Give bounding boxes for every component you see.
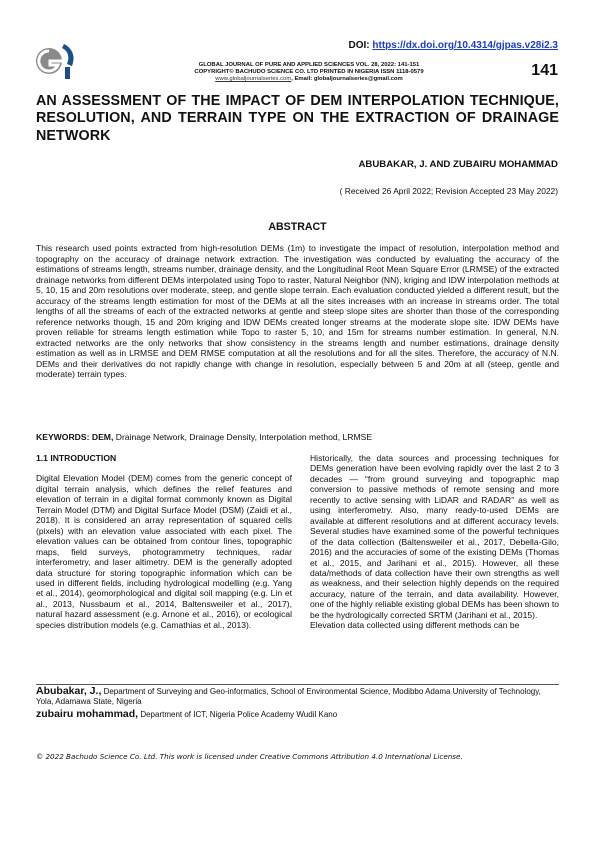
- intro-paragraph-3-start: Elevation data collected using different methods can be: [310, 620, 520, 631]
- footnote-divider: [36, 684, 559, 685]
- abstract-text: This research used points extracted from high-resolution DEMs (1m) to investigate the impact of resolution, interpolation method and topography on the accuracy of drainage network extraction. The investigation was conducted by evaluating the accuracy of the estimations of streams length, streams number, drainage density, and the Longitudinal Root Mean Square Error (LRMSE) of the extracted drainage networks from different DEMs interpolated using Topo to raster, Natural Neighbor (NN), kriging and IDW interpolation methods at 5, 10, 15 and 20m resolutions over moderate, steep, and gentle slope terrain. Each evaluation conducted yielded a different result, but the accuracy of the streams length estimation for most of the DEMs at all the sites increases with an increase in streams order. The total lengths of all the streams of each of the extracted networks at gentle and steep slope sites are shorter than those of the corresponding reference networks though, 15 and 20m kriging and IDW DEMs created longer streams at the moderate slope site. IDW DEMs have proven reliable for streams length estimation while Topo to raster 5, 10, and 15m for streams number estimation. In general, N.N. extracted networks are the only networks that show consistency in the streams length and number estimations, drainage density estimation as well as in LRMSE and DEM RMSE computation at all the resolutions and for all the sites. Therefore, the accuracy of N.N. DEMs and their derivatives do not rapidly change with change in resolution, especially between 5 and 20m at all (steep, gentle and moderate) terrain types.: [36, 243, 559, 379]
- keywords: [36, 432, 559, 442]
- journal-line-1: GLOBAL JOURNAL OF PURE AND APPLIED SCIENCES VOL. 28, 2022: 141-151: [198, 62, 420, 68]
- intro-paragraph-1: Digital Elevation Model (DEM) comes from the generic concept of digital terrain analysis, which defines the relief features and elevation of terrain in a digital format commonly known as Digital Terrain Model (DTM) and Digital Surface Model (DSM) (Zaidi et al., 2018). It is considered an array representation of squared cells (pixels) with an elevation value associated with each pixel. The elevation values can be obtained from contour lines, topographic maps, field surveys, photogrammetry techniques, radar interferometry, and laser altimetry. DEM is the generally adopted data structure for storing topographic information which can be used in different fields, including hydrological modelling (e.g. Yang et al., 2014), geomorphological and digital soil mapping (e.g. Lin et al., 2013, Nussbaum et al., 2014, Baltensweiler et al., 2017), natural hazard assessment (e.g. Arnone et al., 2016), or ecological species distribution models (e.g. Camathias et al., 2013).: [36, 473, 292, 630]
- abstract-heading: ABSTRACT: [268, 221, 327, 233]
- column-right: [310, 453, 559, 631]
- affiliation-1-text: Department of Surveying and Geo-informatics, School of Environmental Science, Modibbo Adama University of Technology, Yola, Adamawa State, Nigeria: [36, 687, 541, 706]
- journal-site-link[interactable]: www.globaljournalseries.com: [215, 75, 292, 82]
- keywords-list: Drainage Network, Drainage Density, Interpolation method, LRMSE: [113, 432, 373, 442]
- doi-link[interactable]: https://dx.doi.org/10.4314/gjpas.v28i2.3: [372, 40, 558, 51]
- journal-info: [100, 62, 518, 83]
- affiliation-1: [36, 686, 559, 707]
- journal-email: , Email: globaljournalseries@gmail.com: [291, 75, 403, 82]
- intro-paragraph-2: Historically, the data sources and processing techniques for DEMs generation have been evolving rapidly over the last 2 to 3 decades — “from ground surveying and topographic map conversion to passive methods of remote sensing and more recently to active sensing with LiDAR and RADAR” as well as using interferometry. Also, many ready-to-used DEMs are available at different resolutions and at different accuracy levels. Several studies have examined some of the powerful techniques of the data collection (Baltensweiler et al., 2017, Debella-Gilo, 2016) and the accuracies of some of the existing DEMs (Thomas et al., 2015, and Jarihani et al., 2015). However, all these data/methods of data collection have their own strengths as well as weakness, and their selection highly depends on the required accuracy, nature of the terrain, and data availability. However, one of the highly reliable existing global DEMs has been shown to be the hydrologically corrected SRTM (Jarihani et al., 2015).: [310, 453, 559, 620]
- affiliation-2-text: Department of ICT, Nigeria Police Academy Wudil Kano: [138, 710, 338, 719]
- section-heading: 1.1 INTRODUCTION: [36, 453, 117, 463]
- doi-label: DOI:: [348, 40, 370, 51]
- column-left: [36, 453, 292, 630]
- received-dates: ( Received 26 April 2022; Revision Accepted 23 May 2022): [339, 186, 558, 196]
- page-number: 141: [531, 62, 558, 79]
- affiliation-1-name: Abubakar, J.,: [36, 685, 102, 697]
- article-title: AN ASSESSMENT OF THE IMPACT OF DEM INTERPOLATION TECHNIQUE, RESOLUTION, AND TERRAIN TYPE ON THE EXTRACTION OF DRAINAGE NETWORK: [36, 93, 559, 144]
- affiliation-2: [36, 709, 559, 720]
- affiliation-2-name: zubairu mohammad,: [36, 708, 139, 720]
- license-notice: © 2022 Bachudo Science Co. Ltd. This work is licensed under Creative Commons Attribution 4.0 International License.: [36, 752, 463, 761]
- keywords-label: KEYWORDS: DEM,: [36, 432, 114, 442]
- doi-line: [348, 40, 558, 51]
- journal-line-2: COPYRIGHT© BACHUDO SCIENCE CO. LTD PRINTED IN NIGERIA ISSN 1118-0579: [194, 68, 424, 75]
- journal-logo-icon: [34, 40, 78, 80]
- article-authors: ABUBAKAR, J. AND ZUBAIRU MOHAMMAD: [358, 159, 558, 170]
